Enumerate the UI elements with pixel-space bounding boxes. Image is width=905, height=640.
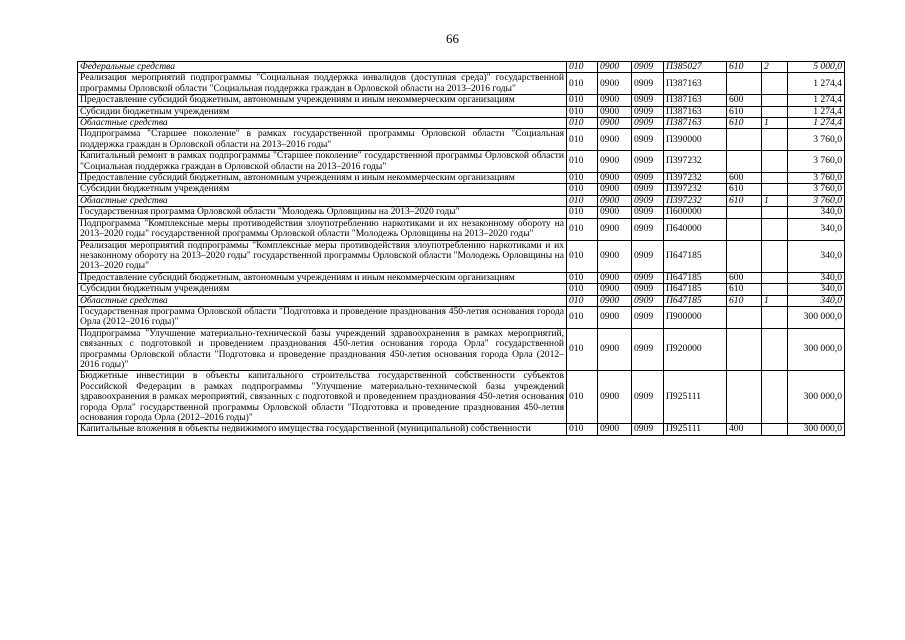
funding-source-code xyxy=(762,106,788,117)
funding-source-code xyxy=(762,284,788,295)
amount: 300 000,0 xyxy=(788,371,845,424)
section-code: 0900 xyxy=(598,62,632,73)
amount: 1 274,4 xyxy=(788,73,845,95)
amount: 3 760,0 xyxy=(788,195,845,206)
row-name: Предоставление субсидий бюджетным, автономным учреждениям и иным некоммерческим организациям xyxy=(78,95,567,106)
table-row xyxy=(78,184,845,195)
amount: 300 000,0 xyxy=(788,306,845,328)
subsection-code: 0909 xyxy=(632,328,664,371)
section-code: 0900 xyxy=(598,73,632,95)
funding-source-code xyxy=(762,73,788,95)
subsection-code: 0909 xyxy=(632,424,664,435)
row-name: Подпрограмма "Старшее поколение" в рамках государственной программы Орловской области "Социальная поддержка граждан в Орловской области на 2013–2016 годы" xyxy=(78,129,567,151)
table-row xyxy=(78,195,845,206)
ministry-code: 010 xyxy=(567,240,598,272)
expense-type-code: 610 xyxy=(727,62,762,73)
expense-type-code: 610 xyxy=(727,106,762,117)
row-name: Подпрограмма "Улучшение материально-технической базы учреждений здравоохранения в рамках мероприятий, связанных с подготовкой и проведением празднования 450-летия основания города Орла" государственной программы Орловской области "Подготовка и проведение празднования 450-летия основания города Орла (2012–2016 годы)" xyxy=(78,328,567,371)
amount: 340,0 xyxy=(788,240,845,272)
amount: 1 274,4 xyxy=(788,118,845,129)
ministry-code: 010 xyxy=(567,424,598,435)
expense-type-code: 610 xyxy=(727,195,762,206)
target-article-code: П390000 xyxy=(664,129,727,151)
funding-source-code xyxy=(762,95,788,106)
row-name: Предоставление субсидий бюджетным, автономным учреждениям и иным некоммерческим организациям xyxy=(78,173,567,184)
subsection-code: 0909 xyxy=(632,371,664,424)
table-row xyxy=(78,118,845,129)
table-row xyxy=(78,106,845,117)
funding-source-code: 1 xyxy=(762,195,788,206)
section-code: 0900 xyxy=(598,207,632,218)
funding-source-code: 1 xyxy=(762,118,788,129)
ministry-code: 010 xyxy=(567,207,598,218)
row-name: Реализация мероприятий подпрограммы "Социальная поддержка инвалидов (доступная среда)" государственной программы Орловской области "Социальная поддержка граждан в Орловской области на 2013–2016 годы" xyxy=(78,73,567,95)
amount: 3 760,0 xyxy=(788,173,845,184)
amount: 5 000,0 xyxy=(788,62,845,73)
subsection-code: 0909 xyxy=(632,207,664,218)
amount: 340,0 xyxy=(788,272,845,283)
amount: 340,0 xyxy=(788,295,845,306)
subsection-code: 0909 xyxy=(632,306,664,328)
row-name: Областные средства xyxy=(78,195,567,206)
subsection-code: 0909 xyxy=(632,95,664,106)
amount: 340,0 xyxy=(788,284,845,295)
row-name: Бюджетные инвестиции в объекты капитального строительства государственной собственности субъектов Российской Федерации в рамках подпрограммы "Улучшение материально-технической базы учреждений здравоохранения в рамках мероприятий, связанных с подготовкой и проведением празднования 450-летия основания города Орла" государственной программы Орловской области "Подготовка и проведение празднования 450-летия основания города Орла (2012–2016 годы)" xyxy=(78,371,567,424)
section-code: 0900 xyxy=(598,295,632,306)
target-article-code: П397232 xyxy=(664,184,727,195)
section-code: 0900 xyxy=(598,284,632,295)
funding-source-code xyxy=(762,207,788,218)
ministry-code: 010 xyxy=(567,118,598,129)
expense-type-code: 600 xyxy=(727,95,762,106)
section-code: 0900 xyxy=(598,424,632,435)
table-row xyxy=(78,218,845,240)
expense-type-code xyxy=(727,240,762,272)
subsection-code: 0909 xyxy=(632,284,664,295)
target-article-code: П397232 xyxy=(664,173,727,184)
table-row xyxy=(78,73,845,95)
row-name: Капитальные вложения в объекты недвижимого имущества государственной (муниципальной) собственности xyxy=(78,424,567,435)
section-code: 0900 xyxy=(598,306,632,328)
table-row xyxy=(78,371,845,424)
expense-type-code xyxy=(727,328,762,371)
subsection-code: 0909 xyxy=(632,184,664,195)
amount: 1 274,4 xyxy=(788,106,845,117)
expense-type-code xyxy=(727,306,762,328)
row-name: Областные средства xyxy=(78,118,567,129)
target-article-code: П397232 xyxy=(664,195,727,206)
row-name: Областные средства xyxy=(78,295,567,306)
target-article-code: П385027 xyxy=(664,62,727,73)
section-code: 0900 xyxy=(598,151,632,173)
target-article-code: П647185 xyxy=(664,272,727,283)
expense-type-code xyxy=(727,218,762,240)
row-name: Государственная программа Орловской области "Молодежь Орловщины на 2013–2020 годы" xyxy=(78,207,567,218)
ministry-code: 010 xyxy=(567,73,598,95)
funding-source-code xyxy=(762,218,788,240)
subsection-code: 0909 xyxy=(632,129,664,151)
table-row xyxy=(78,207,845,218)
target-article-code: П647185 xyxy=(664,240,727,272)
row-name: Субсидии бюджетным учреждениям xyxy=(78,106,567,117)
ministry-code: 010 xyxy=(567,272,598,283)
target-article-code: П600000 xyxy=(664,207,727,218)
target-article-code: П640000 xyxy=(664,218,727,240)
amount: 1 274,4 xyxy=(788,95,845,106)
budget-table xyxy=(77,61,845,436)
section-code: 0900 xyxy=(598,240,632,272)
ministry-code: 010 xyxy=(567,328,598,371)
funding-source-code xyxy=(762,240,788,272)
ministry-code: 010 xyxy=(567,284,598,295)
target-article-code: П387163 xyxy=(664,106,727,117)
section-code: 0900 xyxy=(598,218,632,240)
ministry-code: 010 xyxy=(567,173,598,184)
ministry-code: 010 xyxy=(567,95,598,106)
ministry-code: 010 xyxy=(567,106,598,117)
page-number: 66 xyxy=(446,31,459,46)
table-row xyxy=(78,95,845,106)
table-row xyxy=(78,328,845,371)
table-row xyxy=(78,295,845,306)
table-row xyxy=(78,129,845,151)
subsection-code: 0909 xyxy=(632,62,664,73)
target-article-code: П387163 xyxy=(664,73,727,95)
funding-source-code xyxy=(762,184,788,195)
row-name: Государственная программа Орловской области "Подготовка и проведение празднования 450-летия основания города Орла (2012–2016 годы)" xyxy=(78,306,567,328)
ministry-code: 010 xyxy=(567,295,598,306)
amount: 340,0 xyxy=(788,218,845,240)
section-code: 0900 xyxy=(598,173,632,184)
table-row xyxy=(78,173,845,184)
section-code: 0900 xyxy=(598,106,632,117)
row-name: Федеральные средства xyxy=(78,62,567,73)
subsection-code: 0909 xyxy=(632,73,664,95)
ministry-code: 010 xyxy=(567,195,598,206)
target-article-code: П900000 xyxy=(664,306,727,328)
ministry-code: 010 xyxy=(567,62,598,73)
subsection-code: 0909 xyxy=(632,173,664,184)
expense-type-code xyxy=(727,151,762,173)
section-code: 0900 xyxy=(598,95,632,106)
table-row xyxy=(78,272,845,283)
subsection-code: 0909 xyxy=(632,151,664,173)
section-code: 0900 xyxy=(598,328,632,371)
row-name: Реализация мероприятий подпрограммы "Комплексные меры противодействия злоупотреблению наркотиками и их незаконному обороту на 2013–2020 годы" государственной программы Орловской области "Молодежь Орловщины на 2013–2020 годы" xyxy=(78,240,567,272)
section-code: 0900 xyxy=(598,272,632,283)
funding-source-code xyxy=(762,272,788,283)
target-article-code: П647185 xyxy=(664,284,727,295)
amount: 300 000,0 xyxy=(788,424,845,435)
amount: 340,0 xyxy=(788,207,845,218)
subsection-code: 0909 xyxy=(632,195,664,206)
budget-table-body xyxy=(78,62,845,436)
section-code: 0900 xyxy=(598,184,632,195)
expense-type-code xyxy=(727,129,762,151)
section-code: 0900 xyxy=(598,195,632,206)
target-article-code: П925111 xyxy=(664,371,727,424)
subsection-code: 0909 xyxy=(632,218,664,240)
target-article-code: П397232 xyxy=(664,151,727,173)
subsection-code: 0909 xyxy=(632,106,664,117)
expense-type-code xyxy=(727,207,762,218)
subsection-code: 0909 xyxy=(632,272,664,283)
expense-type-code: 610 xyxy=(727,284,762,295)
row-name: Предоставление субсидий бюджетным, автономным учреждениям и иным некоммерческим организациям xyxy=(78,272,567,283)
funding-source-code xyxy=(762,151,788,173)
ministry-code: 010 xyxy=(567,371,598,424)
ministry-code: 010 xyxy=(567,129,598,151)
target-article-code: П647185 xyxy=(664,295,727,306)
target-article-code: П387163 xyxy=(664,118,727,129)
amount: 3 760,0 xyxy=(788,129,845,151)
row-name: Подпрограмма "Комплексные меры противодействия злоупотреблению наркотиками и их незаконному обороту на 2013–2020 годы" государственной программы Орловской области "Молодежь Орловщины на 2013–2020 годы" xyxy=(78,218,567,240)
amount: 3 760,0 xyxy=(788,184,845,195)
funding-source-code xyxy=(762,328,788,371)
row-name: Капитальный ремонт в рамках подпрограммы "Старшее поколение" государственной программы Орловской области "Социальная поддержка граждан в Орловской области на 2013–2016 годы" xyxy=(78,151,567,173)
expense-type-code: 610 xyxy=(727,118,762,129)
funding-source-code xyxy=(762,306,788,328)
amount: 3 760,0 xyxy=(788,151,845,173)
table-row xyxy=(78,62,845,73)
funding-source-code: 2 xyxy=(762,62,788,73)
funding-source-code xyxy=(762,129,788,151)
subsection-code: 0909 xyxy=(632,118,664,129)
table-row xyxy=(78,240,845,272)
table-row xyxy=(78,284,845,295)
expense-type-code: 400 xyxy=(727,424,762,435)
section-code: 0900 xyxy=(598,371,632,424)
section-code: 0900 xyxy=(598,129,632,151)
target-article-code: П387163 xyxy=(664,95,727,106)
table-row xyxy=(78,151,845,173)
funding-source-code xyxy=(762,371,788,424)
row-name: Субсидии бюджетным учреждениям xyxy=(78,184,567,195)
subsection-code: 0909 xyxy=(632,295,664,306)
ministry-code: 010 xyxy=(567,151,598,173)
funding-source-code xyxy=(762,424,788,435)
section-code: 0900 xyxy=(598,118,632,129)
target-article-code: П925111 xyxy=(664,424,727,435)
target-article-code: П920000 xyxy=(664,328,727,371)
row-name: Субсидии бюджетным учреждениям xyxy=(78,284,567,295)
expense-type-code: 600 xyxy=(727,272,762,283)
ministry-code: 010 xyxy=(567,218,598,240)
ministry-code: 010 xyxy=(567,184,598,195)
ministry-code: 010 xyxy=(567,306,598,328)
table-row xyxy=(78,424,845,435)
subsection-code: 0909 xyxy=(632,240,664,272)
amount: 300 000,0 xyxy=(788,328,845,371)
funding-source-code: 1 xyxy=(762,295,788,306)
expense-type-code: 610 xyxy=(727,184,762,195)
funding-source-code xyxy=(762,173,788,184)
table-row xyxy=(78,306,845,328)
expense-type-code: 610 xyxy=(727,295,762,306)
expense-type-code: 600 xyxy=(727,173,762,184)
expense-type-code xyxy=(727,371,762,424)
expense-type-code xyxy=(727,73,762,95)
